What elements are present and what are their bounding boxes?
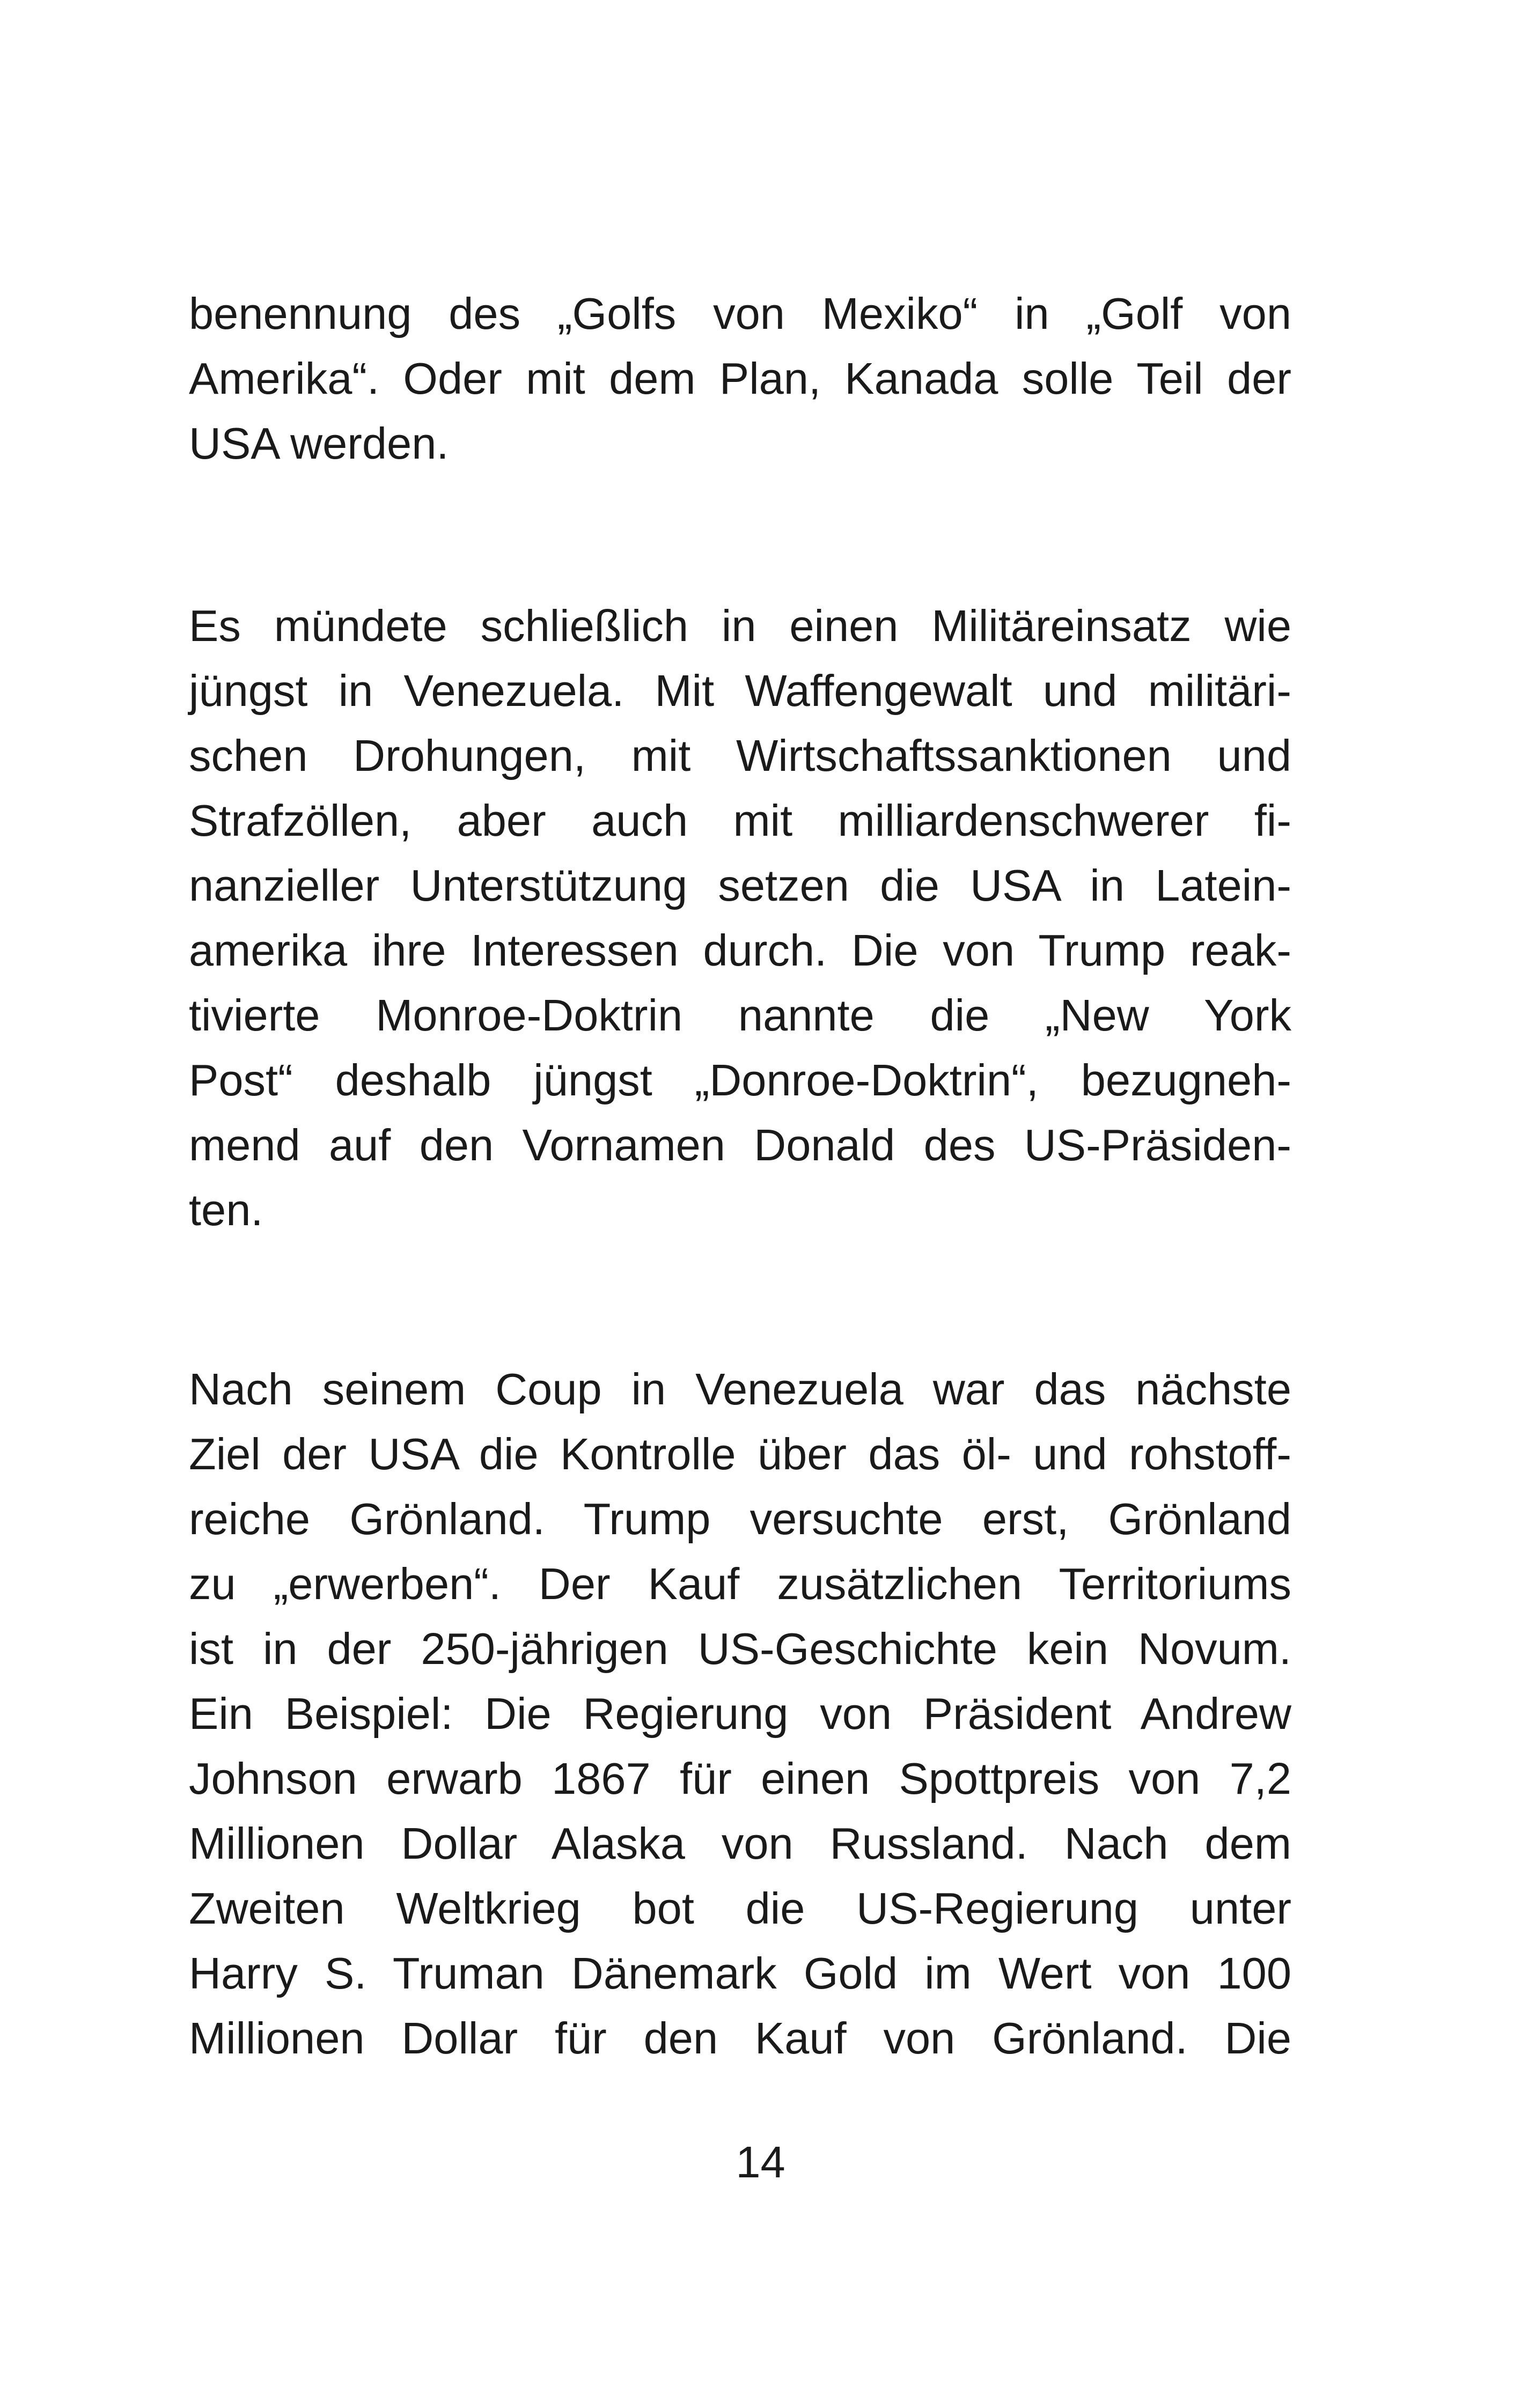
text-line: Harry S. Truman Dänemark Gold im Wert von 100 [189,1948,1291,1998]
text-line: mend auf den Vornamen Donald des US-Präsiden- [189,1120,1291,1170]
text-line: Millionen Dollar Alaska von Russland. Nach dem [189,1818,1291,1868]
text-line: Amerika“. Oder mit dem Plan, Kanada solle Teil der [189,354,1291,403]
text-line: Ein Beispiel: Die Regierung von Präsident Andrew [189,1689,1291,1739]
text-line: Zweiten Weltkrieg bot die US-Regierung unter [189,1883,1291,1933]
text-line: Strafzöllen, aber auch mit milliardenschwerer fi- [189,796,1291,845]
text-line: ist in der 250-jährigen US-Geschichte kein Novum. [189,1624,1291,1674]
text-line: jüngst in Venezuela. Mit Waffengewalt und militäri- [189,666,1291,716]
text-line: amerika ihre Interessen durch. Die von Trump reak- [189,925,1291,975]
paragraph-2 [189,593,1291,1242]
text-line: reiche Grönland. Trump versuchte erst, Grönland [189,1494,1291,1544]
page-number: 14 [736,2137,785,2187]
text-line: Nach seinem Coup in Venezuela war das nächste [189,1364,1291,1414]
text-line: nanzieller Unterstützung setzen die USA in Latein- [189,860,1291,910]
paragraph-1 [189,281,1291,476]
text-line: Ziel der USA die Kontrolle über das öl- und rohstoff- [189,1429,1291,1479]
text-line: Johnson erwarb 1867 für einen Spottpreis von 7,2 [189,1754,1291,1803]
text-line: benennung des „Golfs von Mexiko“ in „Golf von [189,289,1291,338]
text-line: USA werden. [189,418,449,468]
text-line: ten. [189,1185,263,1235]
text-line: Es mündete schließlich in einen Militäreinsatz wie [189,601,1291,651]
text-line: tivierte Monroe-Doktrin nannte die „New York [189,990,1291,1040]
paragraph-3 [189,1357,1291,2071]
text-line: Millionen Dollar für den Kauf von Grönland. Die [189,2013,1291,2063]
text-line: zu „erwerben“. Der Kauf zusätzlichen Territoriums [189,1559,1291,1609]
text-line: schen Drohungen, mit Wirtschaftssanktionen und [189,731,1291,780]
text-line: Post“ deshalb jüngst „Donroe-Doktrin“, bezugneh- [189,1055,1291,1105]
